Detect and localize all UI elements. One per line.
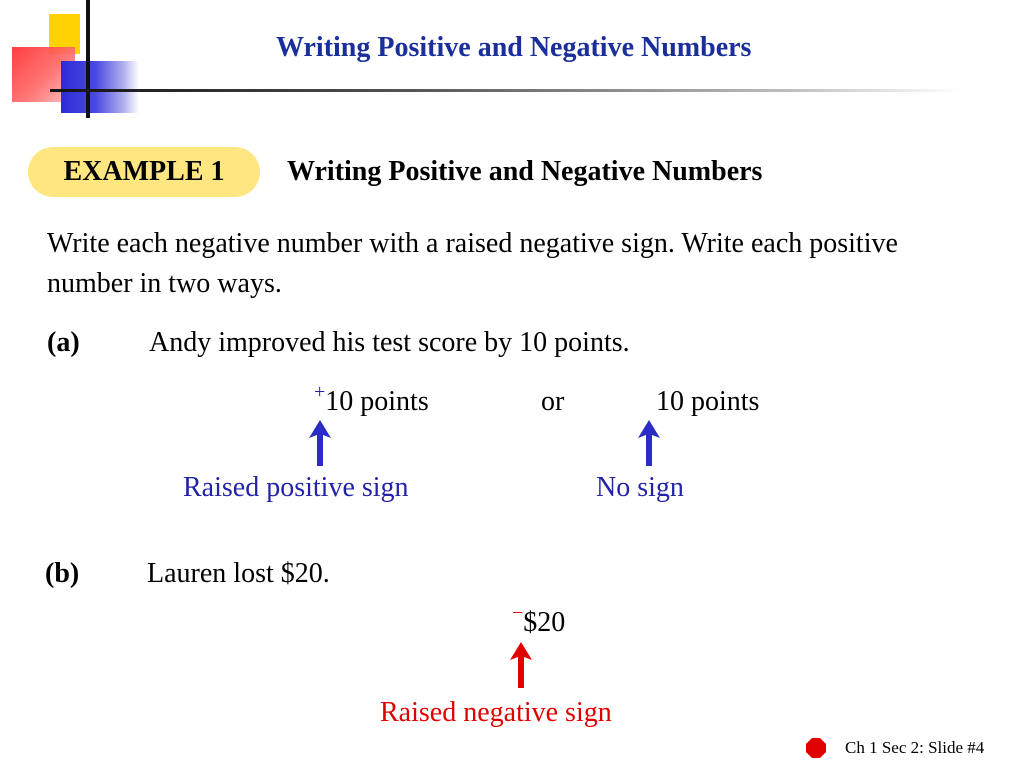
logo-blue-square [61, 61, 139, 113]
part-a-form1 [314, 381, 429, 418]
part-a-form2-value: 10 points [656, 386, 760, 417]
example-badge: EXAMPLE 1 [28, 147, 260, 197]
part-b-label: (b) [45, 558, 80, 589]
part-a-label: (a) [47, 327, 80, 358]
part-a-text: Andy improved his test score by 10 points. [149, 327, 630, 358]
example-heading: Writing Positive and Negative Numbers [287, 156, 763, 187]
red-up-arrow-icon [510, 642, 532, 688]
raised-negative-sign: − [512, 602, 524, 624]
annotation-raised-positive: Raised positive sign [183, 472, 409, 503]
blue-up-arrow-icon [638, 420, 660, 466]
part-a-or: or [541, 386, 565, 417]
part-a-form1-value: 10 points [325, 386, 429, 417]
header-divider [50, 89, 960, 92]
instructions-text: Write each negative number with a raised negative sign. Write each positive number in two ways. [47, 228, 898, 299]
part-b-text: Lauren lost $20. [147, 558, 330, 589]
part-b-value: $20 [523, 607, 566, 638]
slide-number: Ch 1 Sec 2: Slide #4 [845, 738, 985, 757]
logo-vertical-line [86, 0, 90, 118]
slide-logo [0, 0, 140, 120]
annotation-no-sign: No sign [596, 472, 684, 503]
annotation-raised-negative: Raised negative sign [380, 697, 612, 728]
slide-title: Writing Positive and Negative Numbers [276, 32, 752, 63]
blue-up-arrow-icon [309, 420, 331, 466]
part-b-value-line [512, 602, 566, 639]
raised-positive-sign: + [314, 381, 326, 403]
stop-icon[interactable] [806, 738, 826, 758]
